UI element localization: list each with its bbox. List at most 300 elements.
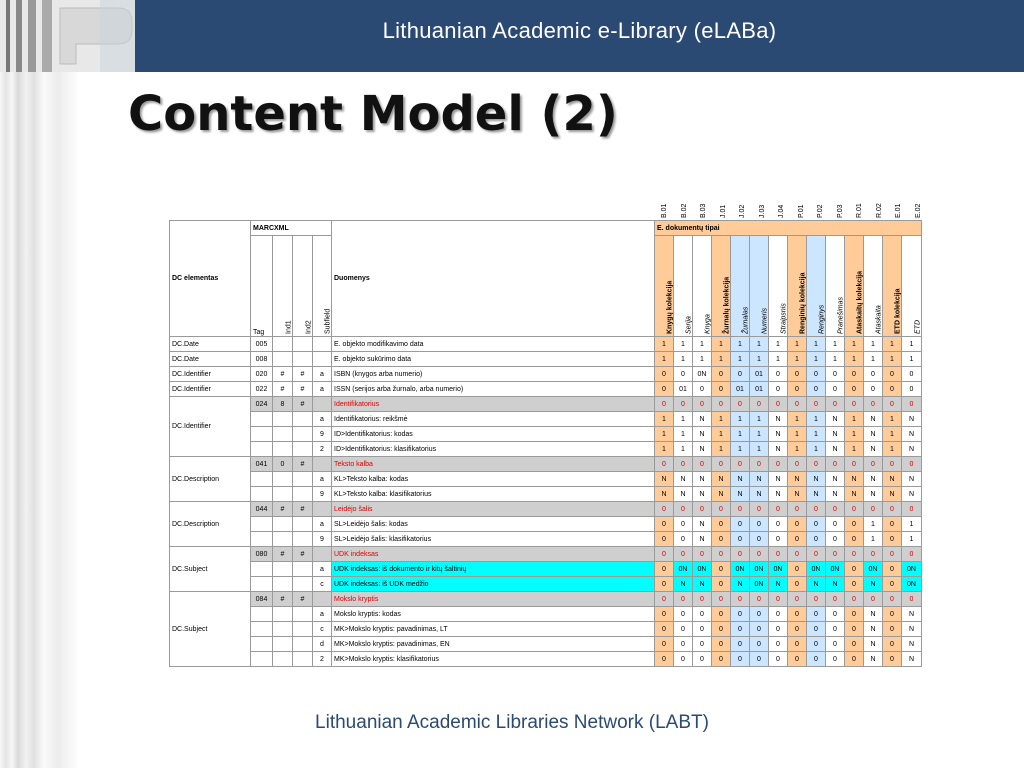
value-cell: 0N bbox=[750, 562, 769, 577]
value-cell: 0 bbox=[788, 532, 807, 547]
value-cell: 0 bbox=[864, 367, 883, 382]
marc-tag-cell bbox=[251, 562, 273, 577]
value-cell: N bbox=[826, 472, 845, 487]
value-cell: 0 bbox=[712, 607, 731, 622]
value-cell: 0 bbox=[674, 592, 693, 607]
value-cell: 0 bbox=[807, 622, 826, 637]
value-cell: 0 bbox=[826, 367, 845, 382]
description-cell: ID>Identifikatorius: klasifikatorius bbox=[332, 442, 655, 457]
value-cell: 0 bbox=[902, 592, 922, 607]
marc-sub-cell: a bbox=[313, 412, 332, 427]
value-cell: 0 bbox=[826, 547, 845, 562]
table-row bbox=[170, 352, 922, 367]
value-cell: 1 bbox=[807, 442, 826, 457]
value-cell: N bbox=[769, 472, 788, 487]
marc-ind2-cell bbox=[293, 412, 313, 427]
value-cell: 0 bbox=[845, 652, 864, 667]
marc-sub-cell: a bbox=[313, 607, 332, 622]
value-cell: 0 bbox=[769, 637, 788, 652]
dc-element-label: DC.Identifier bbox=[172, 370, 211, 378]
description-cell: E. objekto sukūrimo data bbox=[332, 352, 655, 367]
value-cell: 0 bbox=[845, 592, 864, 607]
value-cell: 1 bbox=[826, 337, 845, 352]
value-cell: 0 bbox=[731, 367, 750, 382]
value-cell: 0N bbox=[807, 562, 826, 577]
value-cell: 0 bbox=[655, 592, 674, 607]
value-cell: N bbox=[902, 412, 922, 427]
value-cell: 0 bbox=[883, 397, 902, 412]
value-cell: 0 bbox=[807, 382, 826, 397]
doc-type-code: B.02 bbox=[680, 203, 688, 218]
value-cell: 0 bbox=[845, 562, 864, 577]
value-cell: 0N bbox=[769, 562, 788, 577]
value-cell: N bbox=[826, 487, 845, 502]
value-cell: N bbox=[731, 472, 750, 487]
table-row bbox=[170, 547, 922, 562]
marc-ind2-cell: # bbox=[293, 502, 313, 517]
marc-ind2-cell: # bbox=[293, 367, 313, 382]
value-cell: 0 bbox=[826, 637, 845, 652]
value-cell: 1 bbox=[693, 352, 712, 367]
value-cell: 0 bbox=[826, 457, 845, 472]
value-cell: 1 bbox=[883, 337, 902, 352]
doc-type-code: P.03 bbox=[836, 204, 844, 218]
value-cell: 0 bbox=[750, 622, 769, 637]
description-cell: ISSN (serijos arba žurnalo, arba numerio) bbox=[332, 382, 655, 397]
value-cell: N bbox=[883, 472, 902, 487]
marc-subcol-header bbox=[293, 236, 313, 337]
description-cell: KL>Teksto kalba: kodas bbox=[332, 472, 655, 487]
value-cell: 0 bbox=[826, 607, 845, 622]
value-cell: 0 bbox=[826, 532, 845, 547]
value-cell: 0 bbox=[845, 547, 864, 562]
doc-type-code: B.01 bbox=[661, 203, 668, 218]
value-cell: N bbox=[864, 652, 883, 667]
value-cell: 0 bbox=[693, 457, 712, 472]
value-cell: 0 bbox=[769, 397, 788, 412]
marc-tag-cell bbox=[251, 412, 273, 427]
value-cell: 0 bbox=[731, 652, 750, 667]
value-cell: 0 bbox=[807, 547, 826, 562]
doc-type-header: Knygų kolekcija bbox=[655, 236, 674, 337]
marc-tag-cell: 022 bbox=[251, 382, 273, 397]
value-cell: N bbox=[712, 472, 731, 487]
value-cell: 0 bbox=[883, 577, 902, 592]
marc-ind2-cell bbox=[293, 442, 313, 457]
description-cell: Identifikatorius bbox=[332, 397, 655, 412]
marc-sub-cell: a bbox=[313, 367, 332, 382]
table-row bbox=[170, 472, 922, 487]
value-cell: 1 bbox=[731, 337, 750, 352]
marc-sub-cell bbox=[313, 397, 332, 412]
value-cell: 1 bbox=[864, 352, 883, 367]
doc-type-header: Straipsnis bbox=[769, 236, 788, 337]
value-cell: 0 bbox=[693, 607, 712, 622]
value-cell: 01 bbox=[674, 382, 693, 397]
value-cell: 0 bbox=[693, 382, 712, 397]
dc-element-cell bbox=[170, 367, 251, 382]
duomenys-header: Duomenys bbox=[332, 221, 655, 337]
value-cell: 0 bbox=[864, 547, 883, 562]
value-cell: 0 bbox=[750, 502, 769, 517]
value-cell: 0 bbox=[788, 562, 807, 577]
marc-sub-cell: 9 bbox=[313, 427, 332, 442]
marc-subcol-header bbox=[251, 236, 273, 337]
value-cell: 0 bbox=[883, 607, 902, 622]
table-row bbox=[170, 502, 922, 517]
value-cell: 1 bbox=[845, 412, 864, 427]
value-cell: 0 bbox=[731, 637, 750, 652]
doc-type-code: J.02 bbox=[739, 204, 746, 218]
value-cell: 0 bbox=[655, 547, 674, 562]
value-cell: 0 bbox=[807, 397, 826, 412]
value-cell: N bbox=[731, 487, 750, 502]
value-cell: 0 bbox=[655, 517, 674, 532]
value-cell: 0 bbox=[655, 532, 674, 547]
value-cell: N bbox=[864, 427, 883, 442]
value-cell: N bbox=[674, 487, 693, 502]
value-cell: N bbox=[693, 412, 712, 427]
value-cell: 0 bbox=[655, 397, 674, 412]
value-cell: 0 bbox=[864, 502, 883, 517]
marc-ind1-cell bbox=[273, 577, 293, 592]
value-cell: 1 bbox=[902, 517, 922, 532]
doc-type-code: E.02 bbox=[914, 203, 922, 218]
value-cell: 0 bbox=[845, 397, 864, 412]
value-cell: 0 bbox=[788, 502, 807, 517]
value-cell: 1 bbox=[712, 337, 731, 352]
value-cell: N bbox=[864, 607, 883, 622]
marc-ind2-cell bbox=[293, 607, 313, 622]
table-row bbox=[170, 517, 922, 532]
value-cell: N bbox=[902, 622, 922, 637]
description-cell: Mokslo kryptis bbox=[332, 592, 655, 607]
value-cell: N bbox=[826, 412, 845, 427]
doc-type-header: Numeris bbox=[750, 236, 769, 337]
marc-ind2-cell bbox=[293, 577, 313, 592]
value-cell: 0 bbox=[674, 397, 693, 412]
marc-ind2-cell: # bbox=[293, 397, 313, 412]
table-row bbox=[170, 622, 922, 637]
table-row bbox=[170, 607, 922, 622]
dc-element-cell bbox=[170, 397, 251, 457]
marc-subcol-header bbox=[273, 236, 293, 337]
value-cell: 1 bbox=[693, 337, 712, 352]
value-cell: N bbox=[902, 442, 922, 457]
logo-graphic bbox=[0, 0, 135, 72]
marc-sub-cell: a bbox=[313, 382, 332, 397]
marc-tag-cell bbox=[251, 487, 273, 502]
value-cell: N bbox=[902, 427, 922, 442]
value-cell: 1 bbox=[769, 352, 788, 367]
value-cell: 0 bbox=[807, 652, 826, 667]
value-cell: N bbox=[693, 532, 712, 547]
value-cell: 0 bbox=[788, 592, 807, 607]
marc-tag-cell bbox=[251, 532, 273, 547]
value-cell: N bbox=[788, 487, 807, 502]
value-cell: 0 bbox=[788, 382, 807, 397]
table-row bbox=[170, 337, 922, 352]
dc-element-label: DC.Description bbox=[172, 520, 220, 528]
value-cell: 1 bbox=[674, 427, 693, 442]
value-cell: 1 bbox=[883, 427, 902, 442]
marc-subcol-label: Ind2 bbox=[305, 320, 312, 334]
description-cell: SL>Leidėjo šalis: kodas bbox=[332, 517, 655, 532]
doc-type-header: Žurnalų kolekcija bbox=[712, 236, 731, 337]
table-row bbox=[170, 592, 922, 607]
dc-element-label: DC.Date bbox=[172, 355, 199, 363]
marc-ind1-cell bbox=[273, 472, 293, 487]
description-cell: KL>Teksto kalba: klasifikatorius bbox=[332, 487, 655, 502]
value-cell: N bbox=[693, 517, 712, 532]
header-title: Lithuanian Academic e-Library (eLABa) bbox=[382, 18, 777, 43]
value-cell: 1 bbox=[807, 337, 826, 352]
value-cell: 1 bbox=[655, 352, 674, 367]
value-cell: 0 bbox=[750, 457, 769, 472]
description-cell: SL>Leidėjo šalis: klasifikatorius bbox=[332, 532, 655, 547]
doc-type-header: Ataskaitų kolekcija bbox=[845, 236, 864, 337]
value-cell: 0 bbox=[674, 517, 693, 532]
doc-types-header: E. dokumentų tipai bbox=[655, 221, 922, 236]
description-cell: MK>Mokslo kryptis: pavadinimas, EN bbox=[332, 637, 655, 652]
description-cell: UDK indeksas bbox=[332, 547, 655, 562]
value-cell: N bbox=[693, 427, 712, 442]
value-cell: 0 bbox=[769, 532, 788, 547]
value-cell: 1 bbox=[788, 412, 807, 427]
doc-type-code: E.01 bbox=[895, 203, 902, 218]
value-cell: 1 bbox=[788, 427, 807, 442]
value-cell: 0 bbox=[693, 622, 712, 637]
value-cell: 0 bbox=[826, 652, 845, 667]
value-cell: 1 bbox=[712, 412, 731, 427]
doc-type-code: J.04 bbox=[778, 204, 785, 218]
doc-type-header: Renginys bbox=[807, 236, 826, 337]
value-cell: 0N bbox=[902, 562, 922, 577]
value-cell: 1 bbox=[731, 352, 750, 367]
marc-ind1-cell bbox=[273, 487, 293, 502]
value-cell: 0 bbox=[864, 592, 883, 607]
marc-sub-cell: a bbox=[313, 562, 332, 577]
value-cell: 0 bbox=[712, 532, 731, 547]
value-cell: 0 bbox=[731, 607, 750, 622]
value-cell: 0 bbox=[883, 547, 902, 562]
value-cell: 0 bbox=[788, 517, 807, 532]
dc-element-label: DC.Identifier bbox=[172, 423, 211, 430]
value-cell: 0 bbox=[693, 637, 712, 652]
value-cell: N bbox=[693, 577, 712, 592]
table-row bbox=[170, 562, 922, 577]
value-cell: N bbox=[864, 442, 883, 457]
marc-ind1-cell: # bbox=[273, 502, 293, 517]
value-cell: 0 bbox=[712, 622, 731, 637]
value-cell: 0 bbox=[902, 382, 922, 397]
value-cell: 0 bbox=[845, 367, 864, 382]
value-cell: 0 bbox=[769, 457, 788, 472]
value-cell: 0 bbox=[674, 547, 693, 562]
value-cell: 0 bbox=[655, 622, 674, 637]
marc-ind1-cell bbox=[273, 607, 293, 622]
value-cell: 1 bbox=[712, 442, 731, 457]
marc-tag-cell bbox=[251, 637, 273, 652]
value-cell: 0 bbox=[883, 532, 902, 547]
marc-ind2-cell bbox=[293, 352, 313, 367]
value-cell: 1 bbox=[883, 442, 902, 457]
value-cell: 1 bbox=[864, 337, 883, 352]
document-type-codes bbox=[655, 178, 929, 218]
description-cell: ISBN (knygos arba numerio) bbox=[332, 367, 655, 382]
value-cell: 0 bbox=[845, 382, 864, 397]
description-cell: E. objekto modifikavimo data bbox=[332, 337, 655, 352]
marc-sub-cell: c bbox=[313, 622, 332, 637]
doc-type-header: ETD kolekcija bbox=[883, 236, 902, 337]
marc-tag-cell bbox=[251, 427, 273, 442]
description-cell: Leidėjo šalis bbox=[332, 502, 655, 517]
value-cell: 0 bbox=[807, 502, 826, 517]
table-row bbox=[170, 637, 922, 652]
value-cell: N bbox=[902, 607, 922, 622]
value-cell: 1 bbox=[902, 352, 922, 367]
value-cell: N bbox=[750, 472, 769, 487]
value-cell: 0 bbox=[883, 592, 902, 607]
marc-ind1-cell: # bbox=[273, 592, 293, 607]
value-cell: 1 bbox=[674, 337, 693, 352]
value-cell: N bbox=[826, 577, 845, 592]
value-cell: 0 bbox=[826, 382, 845, 397]
marc-subcol-label: Ind1 bbox=[285, 320, 292, 334]
value-cell: 0 bbox=[845, 532, 864, 547]
marc-ind1-cell: 0 bbox=[273, 457, 293, 472]
value-cell: 0 bbox=[769, 607, 788, 622]
value-cell: 0 bbox=[864, 397, 883, 412]
footer-text: Lithuanian Academic Libraries Network (LABT) bbox=[315, 712, 709, 733]
marc-ind2-cell bbox=[293, 487, 313, 502]
marc-tag-cell bbox=[251, 652, 273, 667]
marc-sub-cell: a bbox=[313, 472, 332, 487]
value-cell: 1 bbox=[864, 532, 883, 547]
description-cell: Identifikatorius: reikšmė bbox=[332, 412, 655, 427]
value-cell: N bbox=[902, 487, 922, 502]
value-cell: 0 bbox=[655, 502, 674, 517]
marc-ind2-cell bbox=[293, 427, 313, 442]
value-cell: 0 bbox=[826, 397, 845, 412]
value-cell: 1 bbox=[674, 442, 693, 457]
value-cell: N bbox=[807, 472, 826, 487]
marc-subcol-label: Subfield bbox=[324, 308, 331, 334]
marc-tag-cell bbox=[251, 517, 273, 532]
marc-tag-cell: 024 bbox=[251, 397, 273, 412]
value-cell: 1 bbox=[845, 442, 864, 457]
value-cell: 0 bbox=[788, 637, 807, 652]
description-cell: Teksto kalba bbox=[332, 457, 655, 472]
value-cell: 1 bbox=[902, 532, 922, 547]
marc-ind1-cell: # bbox=[273, 547, 293, 562]
marc-sub-cell: a bbox=[313, 517, 332, 532]
value-cell: 1 bbox=[864, 517, 883, 532]
value-cell: N bbox=[655, 472, 674, 487]
marc-ind2-cell bbox=[293, 517, 313, 532]
value-cell: 0 bbox=[693, 652, 712, 667]
value-cell: 0 bbox=[750, 517, 769, 532]
value-cell: N bbox=[807, 577, 826, 592]
doc-type-code: R.01 bbox=[856, 203, 863, 218]
doc-type-header: Renginių kolekcija bbox=[788, 236, 807, 337]
value-cell: 0 bbox=[712, 592, 731, 607]
marc-sub-cell bbox=[313, 337, 332, 352]
dc-element-label: DC.Date bbox=[172, 340, 199, 348]
value-cell: 0 bbox=[674, 367, 693, 382]
value-cell: 0 bbox=[769, 547, 788, 562]
marc-ind1-cell bbox=[273, 352, 293, 367]
value-cell: 0 bbox=[845, 517, 864, 532]
value-cell: 1 bbox=[712, 352, 731, 367]
marc-ind2-cell bbox=[293, 562, 313, 577]
description-cell: ID>Identifikatorius: kodas bbox=[332, 427, 655, 442]
table-row bbox=[170, 412, 922, 427]
value-cell: 0 bbox=[769, 502, 788, 517]
marc-subcol-label: Tag bbox=[253, 329, 265, 336]
marc-ind1-cell bbox=[273, 412, 293, 427]
value-cell: 0 bbox=[655, 457, 674, 472]
value-cell: 0 bbox=[674, 457, 693, 472]
table-row bbox=[170, 457, 922, 472]
marc-ind2-cell bbox=[293, 637, 313, 652]
value-cell: 0N bbox=[693, 562, 712, 577]
marc-tag-cell: 084 bbox=[251, 592, 273, 607]
value-cell: N bbox=[845, 472, 864, 487]
dc-element-cell bbox=[170, 382, 251, 397]
marc-sub-cell: 9 bbox=[313, 487, 332, 502]
value-cell: 0 bbox=[902, 397, 922, 412]
doc-type-code: P.02 bbox=[817, 204, 824, 218]
value-cell: 0 bbox=[655, 562, 674, 577]
value-cell: N bbox=[902, 652, 922, 667]
value-cell: 0 bbox=[826, 622, 845, 637]
value-cell: 0N bbox=[731, 562, 750, 577]
description-cell: UDK indeksas: iš UDK medžio bbox=[332, 577, 655, 592]
value-cell: 01 bbox=[750, 367, 769, 382]
value-cell: N bbox=[655, 487, 674, 502]
table-row bbox=[170, 652, 922, 667]
value-cell: 0N bbox=[674, 562, 693, 577]
value-cell: 0 bbox=[731, 592, 750, 607]
content-model-table bbox=[169, 220, 922, 667]
doc-type-header: ETD bbox=[902, 236, 922, 337]
dc-element-label: DC.Subject bbox=[172, 625, 208, 633]
background-stripes bbox=[0, 0, 135, 768]
doc-type-code: R.02 bbox=[875, 203, 883, 218]
dc-element-cell bbox=[170, 352, 251, 367]
marc-ind2-cell: # bbox=[293, 547, 313, 562]
marc-ind1-cell bbox=[273, 517, 293, 532]
marc-ind1-cell bbox=[273, 427, 293, 442]
value-cell: 0 bbox=[712, 577, 731, 592]
value-cell: N bbox=[788, 472, 807, 487]
marc-tag-cell bbox=[251, 472, 273, 487]
value-cell: 0 bbox=[788, 457, 807, 472]
marc-sub-cell bbox=[313, 352, 332, 367]
value-cell: 0 bbox=[902, 547, 922, 562]
dc-element-label: DC.Subject bbox=[172, 565, 208, 573]
value-cell: 1 bbox=[750, 442, 769, 457]
value-cell: 0 bbox=[883, 502, 902, 517]
value-cell: N bbox=[845, 487, 864, 502]
value-cell: 0 bbox=[788, 367, 807, 382]
value-cell: 0 bbox=[655, 607, 674, 622]
marc-ind1-cell bbox=[273, 637, 293, 652]
value-cell: 0 bbox=[712, 517, 731, 532]
value-cell: 0 bbox=[712, 652, 731, 667]
doc-type-code: J.03 bbox=[758, 204, 766, 218]
